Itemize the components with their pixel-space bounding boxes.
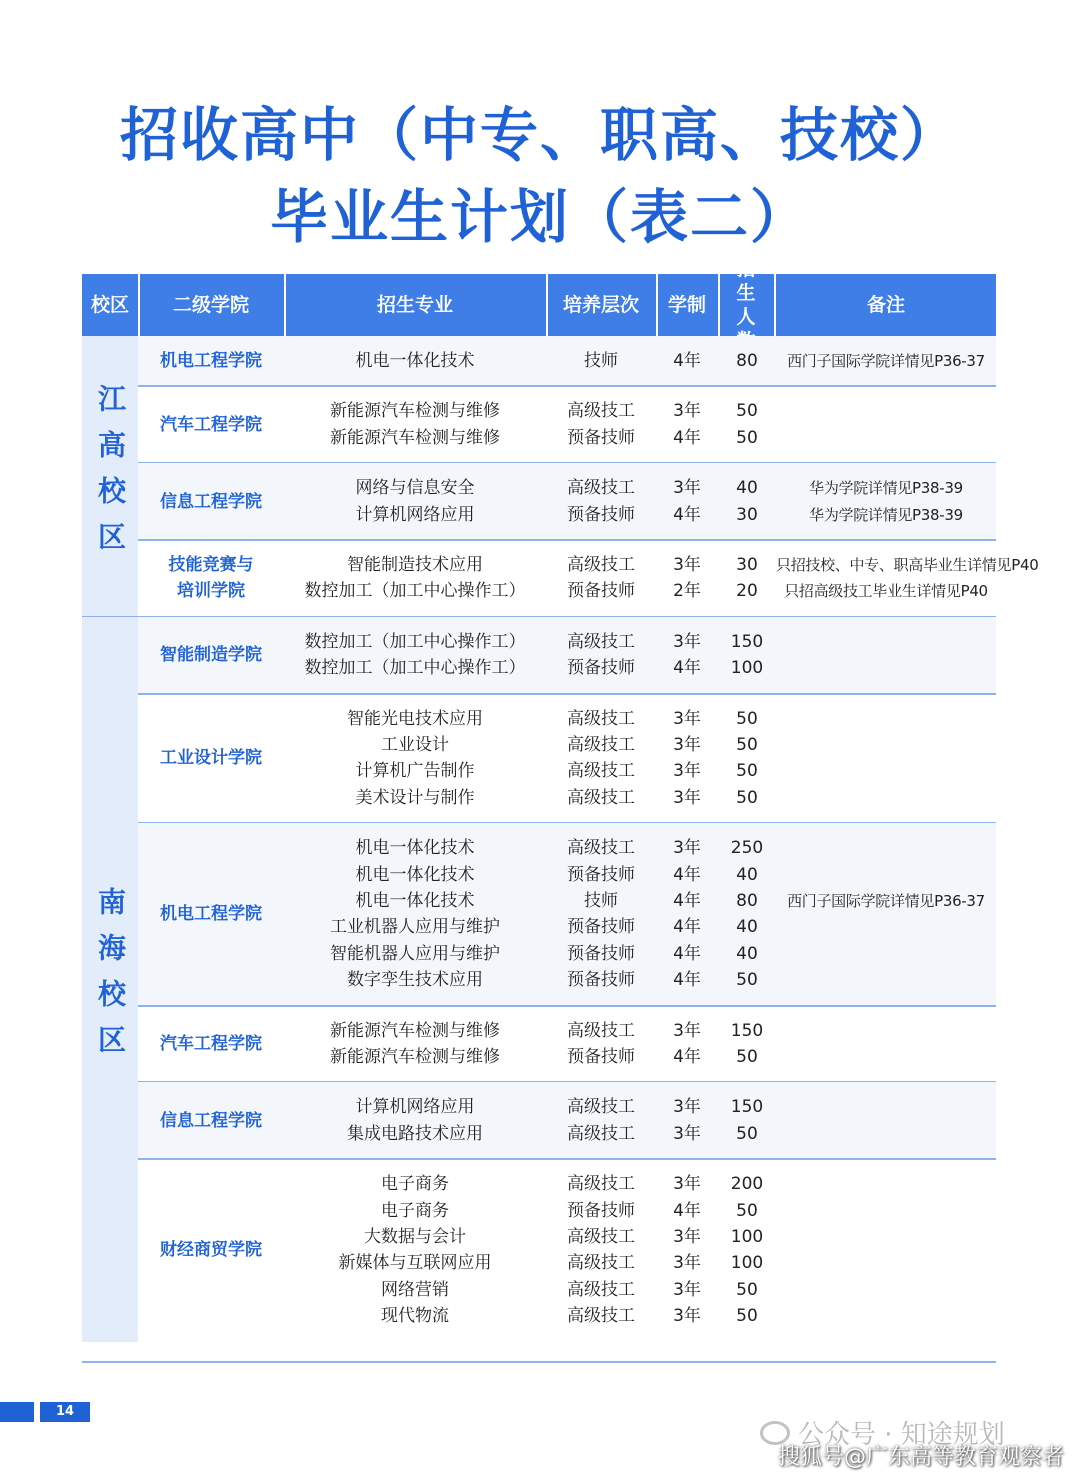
count-cell: 80: [736, 890, 758, 911]
table-row: [284, 967, 996, 993]
header-level: 培养层次: [546, 274, 658, 336]
major-cell: 计算机广告制作: [355, 761, 475, 782]
level-cell: 预备技师: [567, 1200, 635, 1221]
years-cell: 3年: [673, 631, 701, 652]
table-bottom-border: [82, 1361, 996, 1363]
years-cell: 4年: [673, 1046, 701, 1067]
table-row: [284, 1094, 996, 1120]
count-cell: 50: [736, 401, 758, 422]
level-cell: 高级技工: [567, 761, 635, 782]
years-cell: 4年: [673, 970, 701, 991]
count-cell: 80: [736, 351, 758, 371]
header-years: 学制: [656, 274, 720, 336]
header-campus: 校区: [82, 274, 140, 336]
years-cell: 4年: [673, 658, 701, 679]
count-cell: 30: [736, 504, 758, 525]
table-row: [284, 941, 996, 967]
major-cell: 智能机器人应用与维护: [330, 943, 500, 964]
years-cell: 4年: [673, 351, 701, 371]
page-number: 14: [40, 1402, 90, 1422]
table-row: [284, 1121, 996, 1147]
years-cell: 3年: [673, 1097, 701, 1118]
years-cell: 3年: [673, 1123, 701, 1144]
level-cell: 高级技工: [567, 1020, 635, 1041]
header-college: 二级学院: [138, 274, 286, 336]
level-cell: 技师: [584, 890, 618, 911]
table-row: [284, 914, 996, 940]
level-cell: 高级技工: [567, 555, 635, 575]
table-row: [284, 732, 996, 758]
table-row: [284, 425, 996, 451]
count-cell: 50: [736, 1046, 758, 1067]
count-cell: 40: [736, 917, 758, 938]
years-cell: 4年: [673, 504, 701, 525]
major-cell: 网络与信息安全: [355, 478, 475, 499]
table-header: [82, 258, 996, 336]
major-cell: 大数据与会计: [364, 1226, 466, 1247]
major-cell: 电子商务: [381, 1174, 449, 1195]
college-group: [138, 463, 996, 540]
count-cell: 50: [736, 1200, 758, 1221]
major-cell: 网络营销: [381, 1279, 449, 1300]
major-cell: 集成电路技术应用: [347, 1123, 483, 1144]
level-cell: 预备技师: [567, 864, 635, 885]
level-cell: 高级技工: [567, 1174, 635, 1195]
level-cell: 预备技师: [567, 581, 635, 602]
count-cell: 20: [736, 581, 758, 602]
count-cell: 50: [736, 970, 758, 991]
major-cell: 机电一体化技术: [355, 890, 475, 911]
college-group: [138, 1159, 996, 1341]
level-cell: 高级技工: [567, 478, 635, 499]
years-cell: 3年: [673, 478, 701, 499]
years-cell: 4年: [673, 917, 701, 938]
years-cell: 3年: [673, 838, 701, 859]
count-cell: 50: [736, 1306, 758, 1327]
major-cell: 新能源汽车检测与维修: [330, 1046, 500, 1067]
major-cell: 电子商务: [381, 1200, 449, 1221]
college-group: [138, 540, 1039, 617]
years-cell: 4年: [673, 427, 701, 448]
count-cell: 100: [730, 1253, 764, 1274]
level-cell: 高级技工: [567, 787, 635, 808]
count-cell: 40: [736, 943, 758, 964]
count-cell: 50: [736, 787, 758, 808]
wechat-watermark-text: 公众号 · 知途规划: [798, 1420, 1005, 1450]
major-cell: 机电一体化技术: [355, 864, 475, 885]
major-cell: 智能光电技术应用: [347, 708, 483, 729]
years-cell: 3年: [673, 1306, 701, 1327]
table-row: [284, 398, 996, 424]
college-name: 信息工程学院: [160, 491, 262, 512]
college-group: [138, 694, 996, 824]
major-cell: 工业设计: [381, 734, 449, 755]
level-cell: 预备技师: [567, 427, 635, 448]
table-row: [284, 785, 996, 811]
college-name: 技能竞赛与培训学院: [168, 555, 254, 602]
count-cell: 100: [730, 658, 764, 679]
count-cell: 200: [730, 1174, 764, 1195]
college-group: [138, 1006, 996, 1083]
years-cell: 4年: [673, 864, 701, 885]
table-row: [284, 888, 996, 914]
note-cell: 只招技校、中专、职高毕业生详情见P40: [776, 556, 1039, 574]
note-cell: 华为学院详情见P38-39: [809, 479, 963, 498]
page-title-line-2: 毕业生计划（表二）: [269, 183, 810, 251]
count-cell: 150: [730, 1097, 764, 1118]
count-cell: 50: [736, 734, 758, 755]
level-cell: 预备技师: [567, 504, 635, 525]
major-cell: 机电一体化技术: [355, 351, 475, 371]
note-cell: 华为学院详情见P38-39: [809, 505, 963, 524]
major-cell: 现代物流: [381, 1306, 449, 1327]
count-cell: 40: [736, 478, 758, 499]
major-cell: 智能制造技术应用: [347, 555, 483, 575]
count-cell: 150: [730, 631, 764, 652]
years-cell: 3年: [673, 1020, 701, 1041]
level-cell: 高级技工: [567, 631, 635, 652]
level-cell: 高级技工: [567, 1279, 635, 1300]
college-group: [138, 617, 996, 694]
level-cell: 高级技工: [567, 734, 635, 755]
major-cell: 新能源汽车检测与维修: [330, 1020, 500, 1041]
campus-name: 江高校区: [94, 384, 127, 569]
years-cell: 4年: [673, 1200, 701, 1221]
table-row: [284, 1171, 996, 1197]
years-cell: 4年: [673, 943, 701, 964]
table-row: [284, 1250, 996, 1276]
table-row: [284, 578, 996, 604]
note-cell: 西门子国际学院详情见P36-37: [787, 352, 985, 370]
level-cell: 预备技师: [567, 943, 635, 964]
college-name: 智能制造学院: [160, 645, 262, 666]
sohu-watermark: 搜狐号@广东高等教育观察者: [778, 1445, 1065, 1470]
major-cell: 新能源汽车检测与维修: [330, 427, 500, 448]
level-cell: 预备技师: [567, 1046, 635, 1067]
note-cell: 西门子国际学院详情见P36-37: [787, 891, 985, 910]
count-cell: 50: [736, 1123, 758, 1144]
major-cell: 数字孪生技术应用: [347, 970, 483, 991]
level-cell: 预备技师: [567, 658, 635, 679]
years-cell: 3年: [673, 708, 701, 729]
table-row: [284, 1044, 996, 1070]
years-cell: 3年: [673, 761, 701, 782]
college-name: 汽车工程学院: [160, 414, 262, 435]
count-cell: 50: [736, 708, 758, 729]
college-name: 机电工程学院: [160, 904, 262, 925]
years-cell: 3年: [673, 1253, 701, 1274]
table-row: [284, 475, 996, 501]
count-cell: 250: [730, 838, 764, 859]
table-row: [284, 1018, 996, 1044]
college-name: 财经商贸学院: [160, 1240, 262, 1261]
page-accent-bar: [0, 1402, 34, 1422]
level-cell: 高级技工: [567, 1226, 635, 1247]
years-cell: 2年: [673, 581, 701, 602]
years-cell: 3年: [673, 401, 701, 422]
campus-name: 南海校区: [94, 887, 127, 1072]
table-row: [284, 1224, 996, 1250]
level-cell: 高级技工: [567, 838, 635, 859]
level-cell: 高级技工: [567, 401, 635, 422]
level-cell: 预备技师: [567, 917, 635, 938]
level-cell: 高级技工: [567, 1253, 635, 1274]
years-cell: 3年: [673, 787, 701, 808]
table-row: [284, 629, 996, 655]
level-cell: 预备技师: [567, 970, 635, 991]
college-name: 工业设计学院: [160, 748, 262, 769]
table-row: [284, 862, 996, 888]
table-row: [284, 1198, 996, 1224]
note-cell: 只招高级技工毕业生详情见P40: [784, 582, 988, 601]
table-row: [284, 706, 996, 732]
major-cell: 工业机器人应用与维护: [330, 917, 500, 938]
level-cell: 高级技工: [567, 1123, 635, 1144]
count-cell: 50: [736, 1279, 758, 1300]
level-cell: 高级技工: [567, 1306, 635, 1327]
years-cell: 3年: [673, 1226, 701, 1247]
college-name: 信息工程学院: [160, 1110, 262, 1131]
major-cell: 计算机网络应用: [355, 1097, 475, 1118]
major-cell: 数控加工（加工中心操作工）: [304, 631, 526, 652]
count-cell: 50: [736, 761, 758, 782]
campus-cell: [82, 617, 138, 1342]
header-count: 招生人: [718, 274, 776, 336]
major-cell: 数控加工（加工中心操作工）: [304, 658, 526, 679]
major-cell: 新能源汽车检测与维修: [330, 401, 500, 422]
level-cell: 高级技工: [567, 1097, 635, 1118]
campus-cell: [82, 336, 138, 617]
table-row: [284, 502, 996, 528]
count-cell: 150: [730, 1020, 764, 1041]
table-row: [284, 655, 996, 681]
header-note: 备注: [866, 294, 905, 316]
major-cell: 美术设计与制作: [355, 787, 475, 808]
table-row: [284, 758, 996, 784]
college-group: [138, 823, 996, 1005]
years-cell: 3年: [673, 1279, 701, 1300]
count-cell: 100: [730, 1226, 764, 1247]
years-cell: 3年: [673, 555, 701, 575]
table-row: [284, 835, 996, 861]
major-cell: 计算机网络应用: [355, 504, 475, 525]
years-cell: 4年: [673, 890, 701, 911]
table-row: [284, 552, 1039, 578]
college-group: [138, 386, 996, 463]
table-row: [284, 1277, 996, 1303]
college-group: [138, 1082, 996, 1159]
count-cell: 30: [736, 555, 758, 575]
major-cell: 机电一体化技术: [355, 838, 475, 859]
years-cell: 3年: [673, 734, 701, 755]
table-row: [284, 1303, 996, 1329]
years-cell: 3年: [673, 1174, 701, 1195]
level-cell: 高级技工: [567, 708, 635, 729]
major-cell: 新媒体与互联网应用: [338, 1253, 492, 1274]
table-row: [284, 348, 996, 374]
major-cell: 数控加工（加工中心操作工）: [304, 581, 526, 602]
college-name: 汽车工程学院: [160, 1033, 262, 1054]
college-group: [138, 336, 996, 386]
page-title-line-1: 招收高中（中专、职高、技校）: [119, 101, 960, 169]
level-cell: 技师: [584, 351, 618, 371]
count-cell: 40: [736, 864, 758, 885]
header-major: 招生专业: [284, 274, 548, 336]
count-cell: 50: [736, 427, 758, 448]
college-name: 机电工程学院: [160, 351, 262, 372]
